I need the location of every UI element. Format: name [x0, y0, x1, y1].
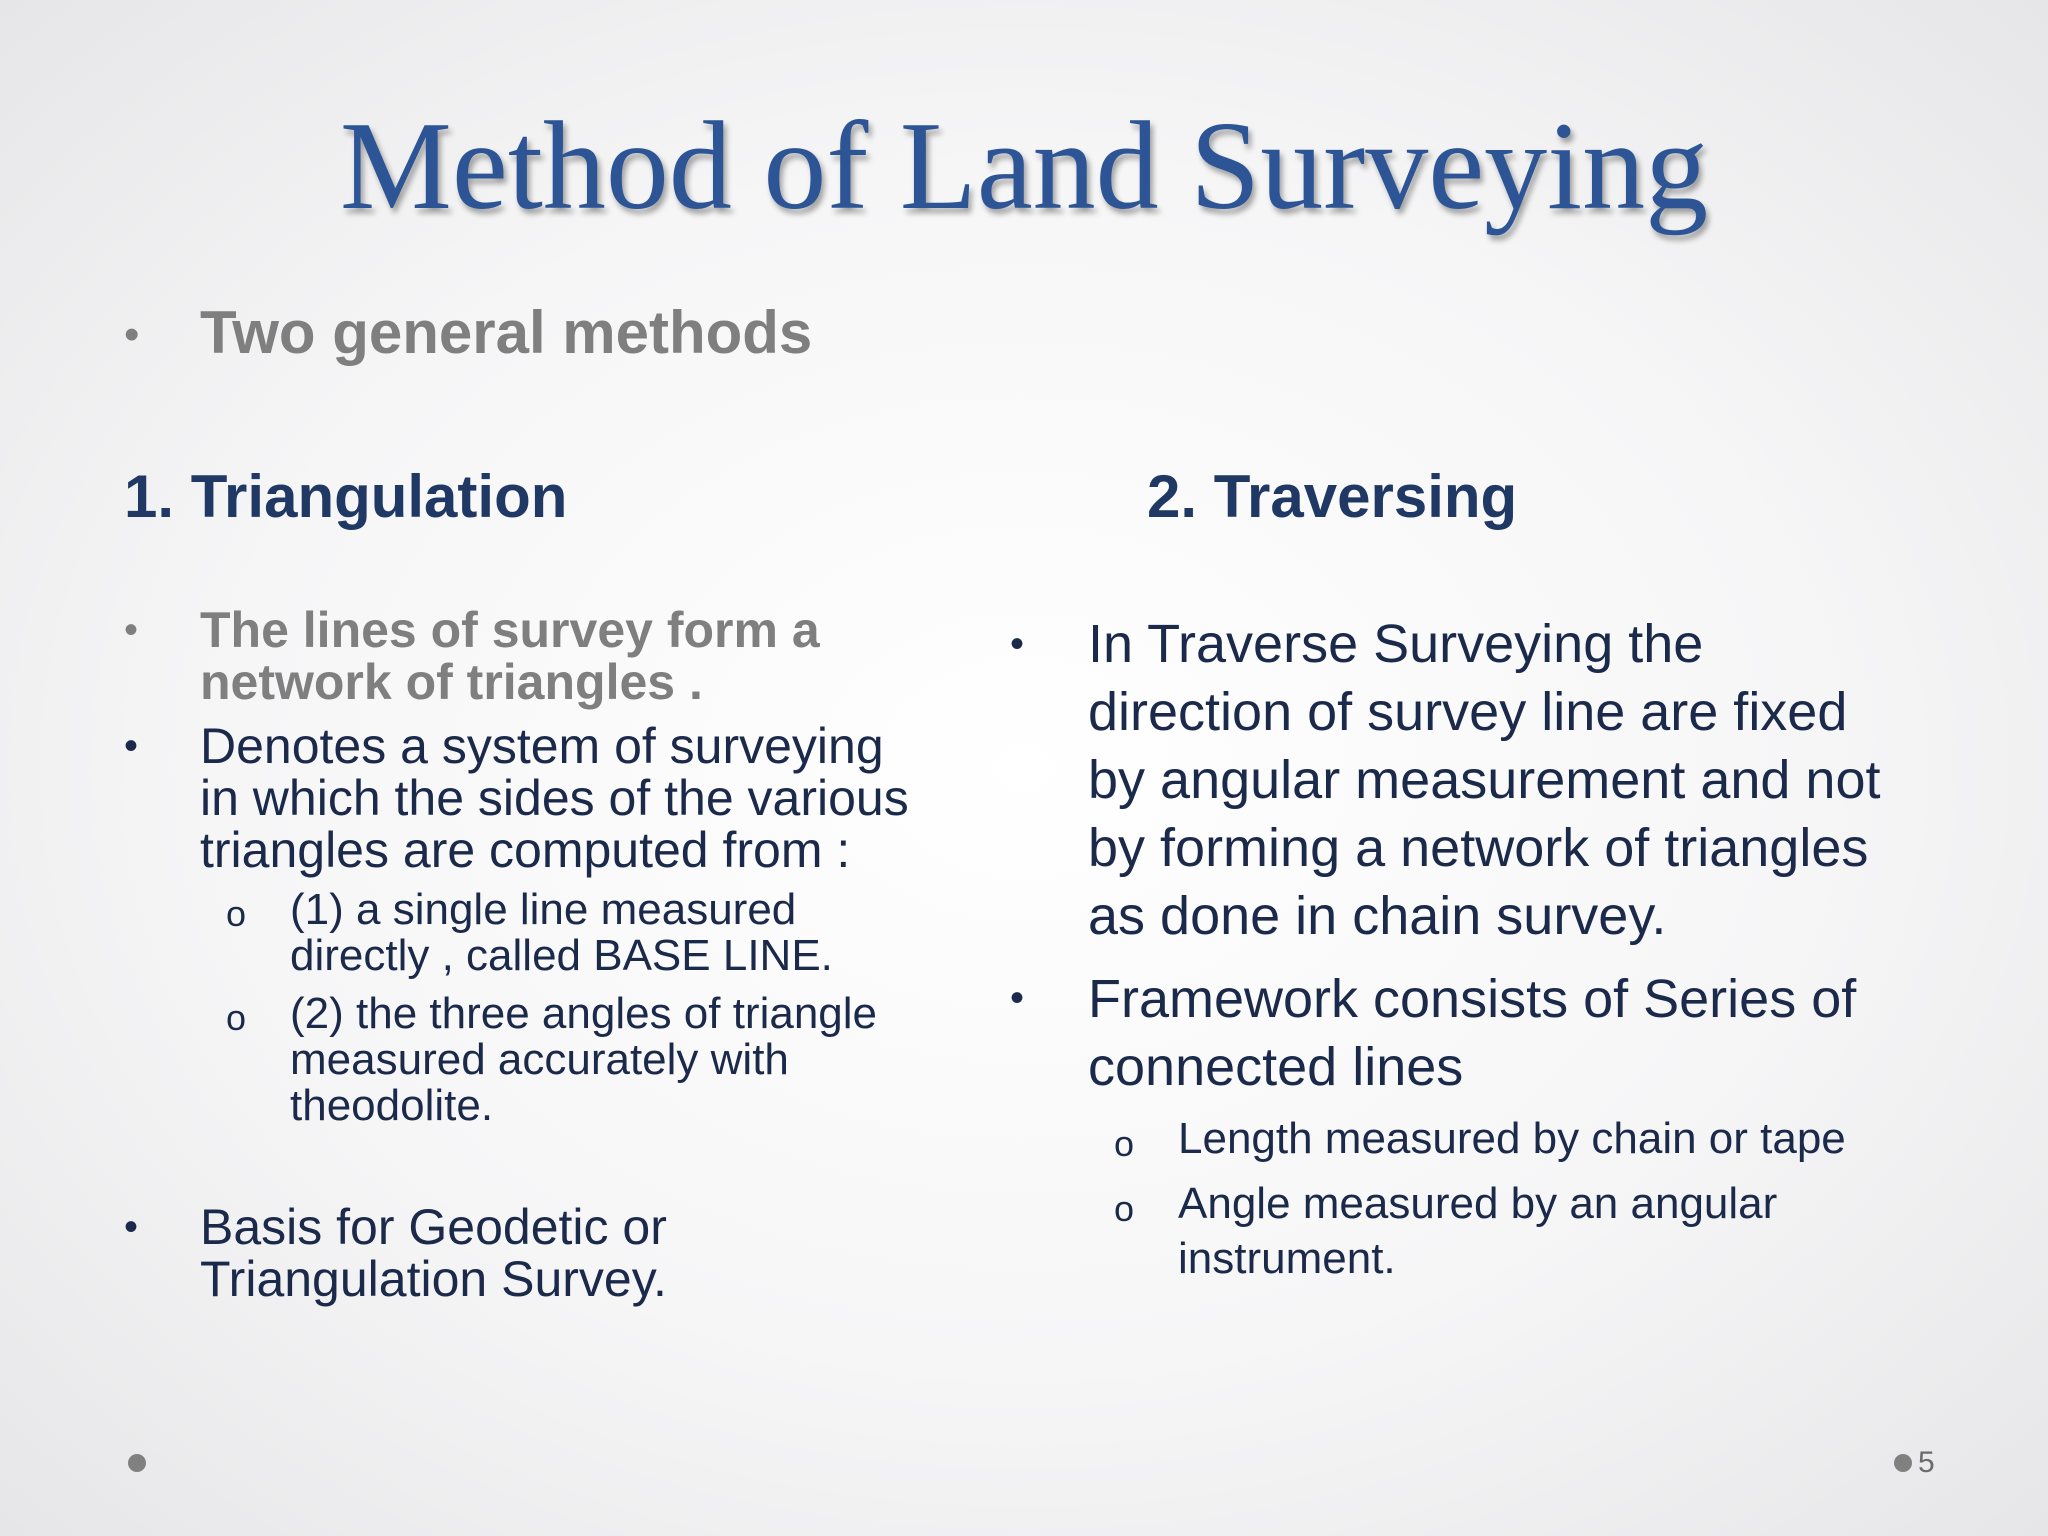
text-line: Framework consists of Series of [1088, 969, 1857, 1029]
circle-bullet-icon: o [226, 893, 247, 934]
text-line: In Traverse Surveying the [1088, 614, 1704, 674]
left-bullet-3 [200, 1201, 1000, 1305]
page-number: 5 [1918, 1446, 1935, 1479]
text-line: Angle measured by an angular [1178, 1179, 1778, 1228]
heading-triangulation: 1. Triangulation [124, 463, 568, 530]
bullet-icon: • [124, 608, 139, 652]
right-sub-bullet-2 [1178, 1176, 1978, 1286]
circle-bullet-icon: o [1114, 1123, 1135, 1164]
bullet-icon: • [1010, 976, 1025, 1020]
text-line: by forming a network of triangles [1088, 818, 1869, 878]
text-line: network of triangles . [200, 654, 703, 710]
text-line: Denotes a system of surveying [200, 718, 884, 774]
text-line: direction of survey line are fixed [1088, 682, 1848, 742]
footer-dot-icon [1894, 1454, 1912, 1472]
text-line: connected lines [1088, 1037, 1464, 1097]
slide-title: Method of Land Surveying [339, 97, 1709, 236]
right-sub-bullet-1 [1178, 1111, 1978, 1166]
text-line: measured accurately with [290, 1035, 789, 1084]
text-line: Length measured by chain or tape [1178, 1114, 1846, 1163]
text-line: by angular measurement and not [1088, 750, 1881, 810]
right-bullet-2 [1088, 965, 1968, 1101]
bullet-icon: • [1010, 622, 1025, 666]
intro-text: Two general methods [200, 299, 813, 366]
circle-bullet-icon: o [1114, 1188, 1135, 1229]
circle-bullet-icon: o [226, 997, 247, 1038]
text-line: Triangulation Survey. [200, 1251, 667, 1307]
right-bullet-1 [1088, 610, 1968, 950]
text-line: Basis for Geodetic or [200, 1199, 667, 1255]
bullet-icon: • [124, 1205, 139, 1249]
left-bullet-1 [200, 604, 1000, 708]
heading-traversing: 2. Traversing [1147, 463, 1518, 530]
text-line: theodolite. [290, 1081, 494, 1130]
text-line: instrument. [1178, 1234, 1396, 1283]
text-line: (1) a single line measured [290, 885, 797, 934]
bullet-icon: • [124, 310, 140, 359]
text-line: The lines of survey form a [200, 602, 820, 658]
left-sub-bullet-2 [290, 991, 1010, 1129]
left-bullet-2 [200, 720, 1000, 876]
footer-dot-icon [128, 1454, 146, 1472]
bullet-icon: • [124, 724, 139, 768]
text-line: (2) the three angles of triangle [290, 989, 878, 1038]
left-sub-bullet-1 [290, 887, 1010, 979]
text-line: as done in chain survey. [1088, 886, 1667, 946]
text-line: directly , called BASE LINE. [290, 931, 833, 980]
text-line: in which the sides of the various [200, 770, 909, 826]
text-line: triangles are computed from : [200, 822, 851, 878]
